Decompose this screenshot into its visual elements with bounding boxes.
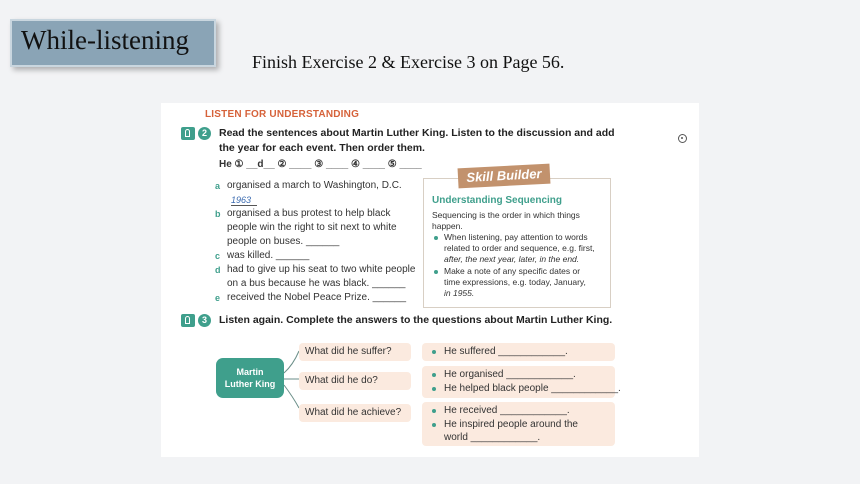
instruction-text: Finish Exercise 2 & Exercise 3 on Page 56. — [252, 52, 565, 72]
item-text: people win the right to sit next to white — [227, 222, 397, 233]
question-box: What did he achieve? — [299, 404, 411, 422]
skill-bullet-text: in 1955. — [444, 288, 475, 298]
bullet-icon — [432, 373, 436, 377]
skill-bullet-text: When listening, pay attention to words — [444, 232, 588, 242]
answer-line: He organised ____________. — [444, 369, 576, 380]
item-text: on a bus because he was black. ______ — [227, 278, 406, 289]
skill-bullet-text: Make a note of any specific dates or — [444, 266, 581, 276]
skill-bullet-text: time expressions, e.g. today, January, — [444, 277, 586, 287]
exercise-2-instruction-line1: Read the sentences about Martin Luther King. Listen to the discussion and add — [219, 127, 615, 139]
exercise-2-instruction-line2: the year for each event. Then order them. — [219, 142, 425, 154]
section-tag-label: While-listening — [21, 25, 189, 55]
answer-line: He received ____________. — [444, 405, 570, 416]
skill-builder-title: Understanding Sequencing — [432, 195, 563, 206]
question-box: What did he do? — [299, 372, 411, 390]
item-text: had to give up his seat to two white people — [227, 264, 416, 275]
item-text: received the Nobel Peace Prize. ______ — [227, 292, 407, 303]
textbook-page — [161, 103, 699, 457]
skill-intro: Sequencing is the order in which things — [432, 210, 580, 220]
item-letter: d — [215, 265, 221, 275]
answer-line: He inspired people around the — [444, 419, 578, 430]
bullet-icon — [432, 423, 436, 427]
mind-map-center — [216, 358, 284, 398]
answer-line: He helped black people ____________. — [444, 383, 621, 394]
item-answer: 1963 — [231, 195, 257, 206]
item-letter: c — [215, 251, 221, 261]
section-title: LISTEN FOR UNDERSTANDING — [205, 109, 360, 120]
answer-box — [422, 402, 615, 446]
skill-intro: happen. — [432, 221, 463, 231]
item-text: organised a bus protest to help black — [227, 208, 391, 219]
answer-line: world ____________. — [444, 432, 541, 443]
item-letter: b — [215, 209, 221, 219]
item-text: organised a march to Washington, D.C. — [227, 180, 402, 191]
answer-box — [422, 343, 615, 361]
bullet-icon — [432, 350, 436, 354]
skill-builder-badge: Skill Builder — [458, 164, 551, 189]
section-tag — [10, 19, 216, 67]
skill-bullet-text: after, the next year, later, in the end. — [444, 254, 580, 264]
bullet-icon — [432, 387, 436, 391]
bullet-icon — [432, 409, 436, 413]
answer-box — [422, 366, 621, 398]
order-line: He ① __d__ ② ____ ③ ____ ④ ____ ⑤ ____ — [219, 159, 422, 170]
question-box: What did he suffer? — [299, 343, 411, 361]
center-line2: Luther King — [224, 379, 276, 389]
exercise-3-instruction: Listen again. Complete the answers to the questions about Martin Luther King. — [219, 314, 613, 326]
item-text: was killed. ______ — [227, 250, 310, 261]
exercise-3-number: 3 — [198, 314, 211, 327]
item-letter: a — [215, 181, 221, 191]
exercise-2-number: 2 — [198, 127, 211, 140]
answer-line: He suffered ____________. — [444, 346, 568, 357]
item-text: people on buses. ______ — [227, 236, 340, 247]
item-letter: e — [215, 293, 221, 303]
skill-bullet-text: related to order and sequence, e.g. first, — [444, 243, 595, 253]
center-line1: Martin — [236, 367, 264, 377]
